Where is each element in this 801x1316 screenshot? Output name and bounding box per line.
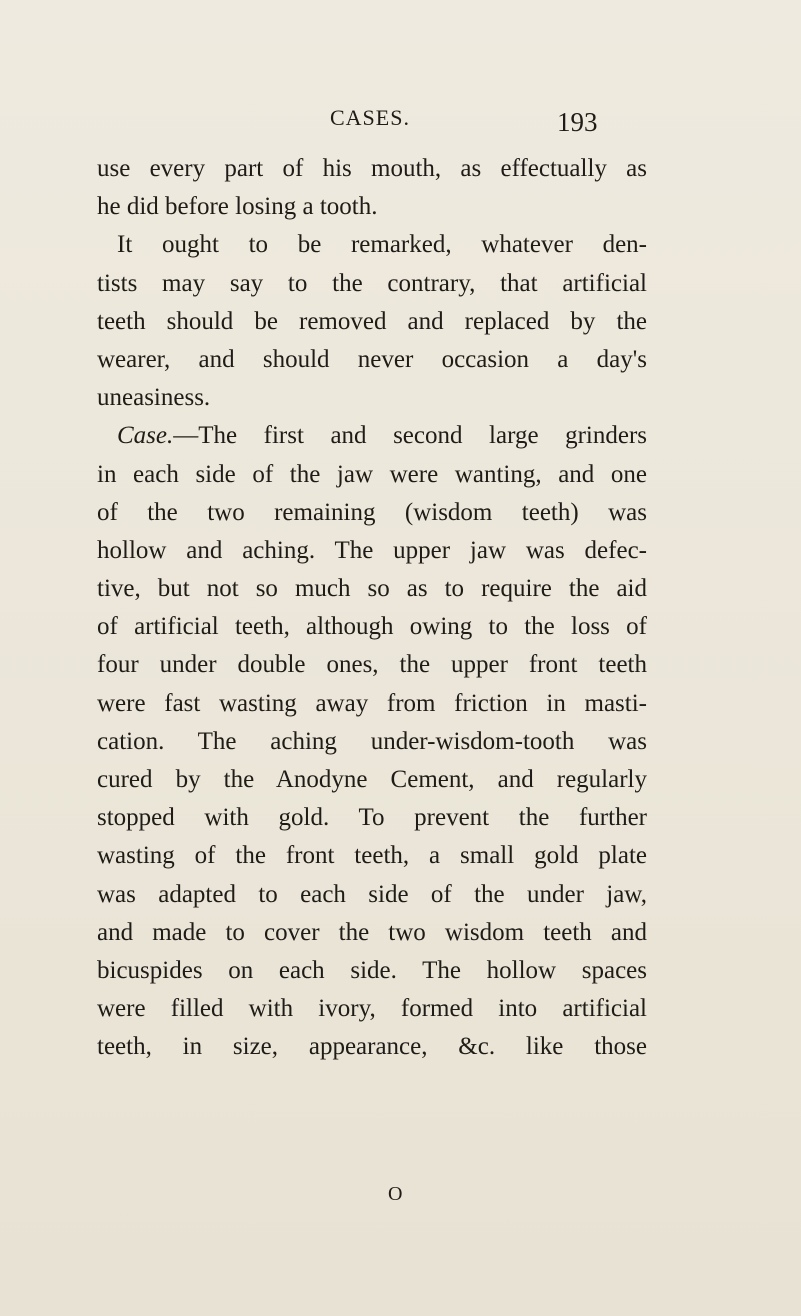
text-line-12: tive, but not so much so as to require the aid [97, 575, 647, 603]
text-line-3: It ought to be remarked, whatever den- [117, 231, 647, 259]
page-number: 193 [557, 107, 598, 137]
text-line-6: wearer, and should never occasion a day's [97, 345, 647, 373]
text-line-21: and made to cover the two wisdom teeth and [97, 918, 647, 946]
case-label: Case. [117, 422, 174, 450]
text-line-4: tists may say to the contrary, that artificial [97, 269, 647, 297]
running-head [0, 105, 801, 145]
text-line-18: stopped with gold. To prevent the further [97, 804, 647, 832]
text-line-10: of the two remaining (wisdom teeth) was [97, 498, 647, 526]
text-line-5: teeth should be removed and replaced by the [97, 307, 647, 335]
text-line-17: cured by the Anodyne Cement, and regularly [97, 766, 647, 793]
text-line-24: teeth, in size, appearance, &c. like those [97, 1033, 647, 1061]
case-line-text: —The first and second large grinders [173, 422, 647, 450]
text-line-8 [97, 417, 647, 455]
text-line-9: in each side of the jaw were wanting, and one [97, 460, 647, 488]
text-line-7: uneasiness. [97, 384, 211, 412]
text-line-15: were fast wasting away from friction in masti- [97, 689, 647, 717]
text-line-20: was adapted to each side of the under jaw, [97, 880, 647, 908]
text-line-14: four under double ones, the upper front teeth [97, 651, 647, 679]
body-text [97, 150, 647, 1067]
text-line-22: bicuspides on each side. The hollow spaces [97, 956, 647, 984]
running-head-title: CASES. [330, 105, 410, 130]
text-line-13: of artificial teeth, although owing to the loss of [97, 613, 647, 641]
text-line-16: cation. The aching under-wisdom-tooth was [97, 727, 647, 755]
text-line-23: were filled with ivory, formed into artificial [97, 995, 647, 1023]
signature-mark: O [388, 1183, 403, 1205]
text-line-1: use every part of his mouth, as effectually as [97, 155, 647, 182]
text-line-2: he did before losing a tooth. [97, 193, 378, 221]
text-line-19: wasting of the front teeth, a small gold plate [97, 842, 647, 870]
text-line-11: hollow and aching. The upper jaw was defec- [97, 536, 647, 564]
